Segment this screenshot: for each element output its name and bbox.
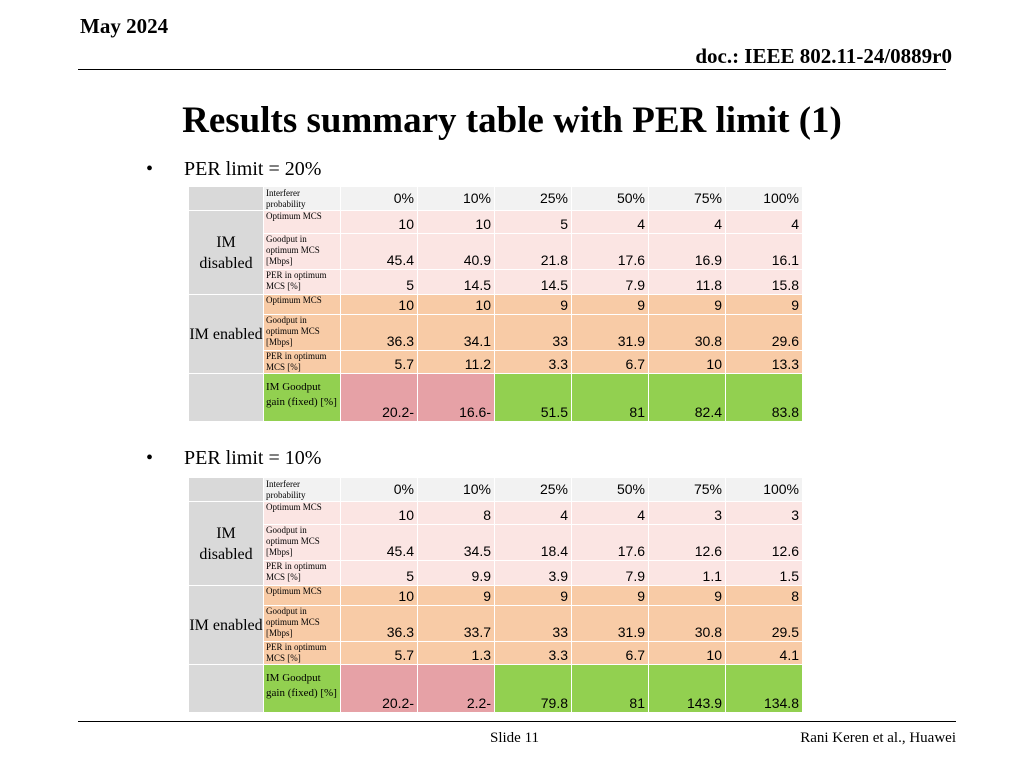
row-label-per: PER in optimum MCS [%]	[264, 270, 340, 294]
table-cell: 17.6	[572, 234, 648, 269]
table-cell: 33.7	[418, 606, 494, 641]
table-cell: 40.9	[418, 234, 494, 269]
table-cell: 30.8	[649, 315, 725, 350]
table-row-disabled-mcs	[189, 211, 802, 233]
table-cell: 9	[418, 586, 494, 605]
row-label-optimum-mcs: Optimum MCS	[264, 211, 340, 233]
col-header: 50%	[572, 478, 648, 501]
table-cell: 5.7	[341, 642, 417, 664]
table-cell: 7.9	[572, 270, 648, 294]
table-cell: 31.9	[572, 315, 648, 350]
table-cell: 10	[341, 295, 417, 314]
bullet-per-limit-20	[146, 158, 321, 181]
gain-cell-positive: 83.8	[726, 374, 802, 421]
table-cell: 34.1	[418, 315, 494, 350]
table-cell: 1.1	[649, 561, 725, 585]
table-cell: 4	[572, 211, 648, 233]
table-cell: 16.1	[726, 234, 802, 269]
table-cell: 5	[341, 270, 417, 294]
col-header: 100%	[726, 478, 802, 501]
row-label-goodput: Goodput in optimum MCS [Mbps]	[264, 606, 340, 641]
gain-cell-positive: 134.8	[726, 665, 802, 712]
gain-cell-negative: 2.2-	[418, 665, 494, 712]
table-cell: 17.6	[572, 525, 648, 560]
row-label-per: PER in optimum MCS [%]	[264, 351, 340, 373]
table-row-enabled-mcs	[189, 295, 802, 314]
table-cell: 14.5	[495, 270, 571, 294]
table-cell: 33	[495, 606, 571, 641]
table-cell: 29.5	[726, 606, 802, 641]
header-divider	[78, 69, 946, 70]
table-row-disabled-per	[189, 270, 802, 294]
table-cell: 1.3	[418, 642, 494, 664]
table-cell: 4	[649, 211, 725, 233]
row-label-optimum-mcs: Optimum MCS	[264, 586, 340, 605]
bullet-dot-icon: •	[146, 158, 154, 180]
col-header: 25%	[495, 187, 571, 210]
gain-cell-positive: 82.4	[649, 374, 725, 421]
table-cell: 5	[341, 561, 417, 585]
table-cell: 3	[649, 502, 725, 524]
table-cell: 4	[726, 211, 802, 233]
table-cell: 34.5	[418, 525, 494, 560]
table-cell: 5.7	[341, 351, 417, 373]
gain-group-cell	[189, 665, 263, 712]
table-cell: 4	[495, 502, 571, 524]
row-label-goodput: Goodput in optimum MCS [Mbps]	[264, 315, 340, 350]
row-label-optimum-mcs: Optimum MCS	[264, 295, 340, 314]
table-cell: 12.6	[649, 525, 725, 560]
table-cell: 9	[726, 295, 802, 314]
col-header: 100%	[726, 187, 802, 210]
table-row-disabled-per	[189, 561, 802, 585]
col-header: 0%	[341, 187, 417, 210]
group-label-im-enabled: IM enabled	[189, 295, 263, 373]
col-header: 75%	[649, 187, 725, 210]
gain-cell-negative: 16.6-	[418, 374, 494, 421]
table-cell: 36.3	[341, 315, 417, 350]
row-label-interferer: Interferer probability	[264, 478, 340, 501]
group-label-im-disabled: IM disabled	[189, 502, 263, 585]
table-cell: 10	[341, 586, 417, 605]
table-cell: 21.8	[495, 234, 571, 269]
table-cell: 12.6	[726, 525, 802, 560]
table-cell: 10	[418, 211, 494, 233]
table-header-row	[189, 478, 802, 501]
group-label-im-disabled: IM disabled	[189, 211, 263, 294]
slide-title: Results summary table with PER limit (1)	[182, 100, 842, 141]
table-cell: 6.7	[572, 642, 648, 664]
gain-cell-negative: 20.2-	[341, 665, 417, 712]
footer-divider	[78, 721, 956, 722]
table-cell: 4	[572, 502, 648, 524]
table-cell: 16.9	[649, 234, 725, 269]
row-label-optimum-mcs: Optimum MCS	[264, 502, 340, 524]
col-header: 75%	[649, 478, 725, 501]
col-header: 10%	[418, 187, 494, 210]
table-row-gain	[189, 374, 802, 421]
table-row-gain	[189, 665, 802, 712]
table-cell: 3.3	[495, 642, 571, 664]
table-cell: 29.6	[726, 315, 802, 350]
table-cell: 1.5	[726, 561, 802, 585]
table-cell: 30.8	[649, 606, 725, 641]
gain-cell-positive: 81	[572, 374, 648, 421]
table-cell: 10	[649, 351, 725, 373]
table-header-row	[189, 187, 802, 210]
row-label-per: PER in optimum MCS [%]	[264, 642, 340, 664]
gain-cell-positive: 79.8	[495, 665, 571, 712]
results-table-per-20	[188, 186, 803, 422]
table-cell: 7.9	[572, 561, 648, 585]
bullet-text: PER limit = 10%	[184, 447, 322, 469]
corner-cell	[189, 187, 263, 210]
table-cell: 9	[572, 295, 648, 314]
table-cell: 9	[495, 295, 571, 314]
table-cell: 10	[341, 211, 417, 233]
bullet-dot-icon: •	[146, 447, 154, 469]
row-label-interferer: Interferer probability	[264, 187, 340, 210]
bullet-text: PER limit = 20%	[184, 158, 322, 180]
table-cell: 15.8	[726, 270, 802, 294]
footer-author: Rani Keren et al., Huawei	[800, 730, 956, 746]
table-cell: 3	[726, 502, 802, 524]
col-header: 25%	[495, 478, 571, 501]
bullet-per-limit-10	[146, 447, 321, 470]
header-doc-id: doc.: IEEE 802.11-24/0889r0	[695, 44, 952, 68]
group-label-im-enabled: IM enabled	[189, 586, 263, 664]
col-header: 0%	[341, 478, 417, 501]
table-cell: 6.7	[572, 351, 648, 373]
col-header: 10%	[418, 478, 494, 501]
table-row-enabled-goodput	[189, 315, 802, 350]
table-cell: 8	[726, 586, 802, 605]
table-cell: 45.4	[341, 234, 417, 269]
table-row-disabled-goodput	[189, 525, 802, 560]
slide-number: Slide 11	[490, 730, 540, 746]
table-row-enabled-per	[189, 351, 802, 373]
table-cell: 9.9	[418, 561, 494, 585]
table-cell: 33	[495, 315, 571, 350]
table-cell: 9	[649, 295, 725, 314]
table-cell: 11.8	[649, 270, 725, 294]
gain-group-cell	[189, 374, 263, 421]
table-row-disabled-mcs	[189, 502, 802, 524]
row-label-goodput: Goodput in optimum MCS [Mbps]	[264, 234, 340, 269]
gain-cell-positive: 143.9	[649, 665, 725, 712]
table-row-enabled-mcs	[189, 586, 802, 605]
table-cell: 8	[418, 502, 494, 524]
row-label-gain: IM Goodput gain (fixed) [%]	[264, 374, 340, 421]
table-cell: 18.4	[495, 525, 571, 560]
table-cell: 9	[495, 586, 571, 605]
table-row-enabled-goodput	[189, 606, 802, 641]
table-cell: 31.9	[572, 606, 648, 641]
table-cell: 45.4	[341, 525, 417, 560]
table-row-disabled-goodput	[189, 234, 802, 269]
header-date: May 2024	[80, 14, 169, 38]
table-cell: 13.3	[726, 351, 802, 373]
row-label-per: PER in optimum MCS [%]	[264, 561, 340, 585]
table-cell: 4.1	[726, 642, 802, 664]
col-header: 50%	[572, 187, 648, 210]
table-cell: 9	[572, 586, 648, 605]
row-label-goodput: Goodput in optimum MCS [Mbps]	[264, 525, 340, 560]
table-cell: 10	[341, 502, 417, 524]
table-cell: 3.9	[495, 561, 571, 585]
table-cell: 14.5	[418, 270, 494, 294]
table-cell: 10	[418, 295, 494, 314]
row-label-gain: IM Goodput gain (fixed) [%]	[264, 665, 340, 712]
table-cell: 3.3	[495, 351, 571, 373]
table-cell: 10	[649, 642, 725, 664]
table-cell: 11.2	[418, 351, 494, 373]
table-row-enabled-per	[189, 642, 802, 664]
table-cell: 5	[495, 211, 571, 233]
corner-cell	[189, 478, 263, 501]
gain-cell-positive: 81	[572, 665, 648, 712]
gain-cell-positive: 51.5	[495, 374, 571, 421]
table-cell: 9	[649, 586, 725, 605]
gain-cell-negative: 20.2-	[341, 374, 417, 421]
results-table-per-10	[188, 477, 803, 713]
table-cell: 36.3	[341, 606, 417, 641]
